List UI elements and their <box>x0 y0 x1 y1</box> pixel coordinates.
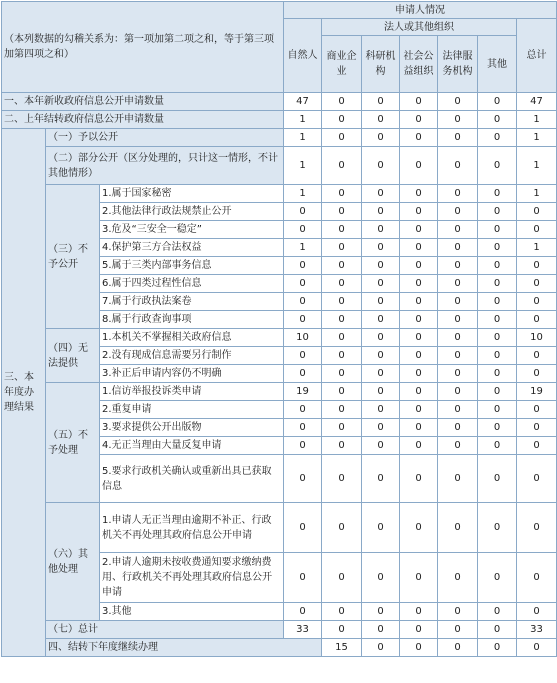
cell-value: 0 <box>322 383 362 401</box>
cell-value: 0 <box>362 129 400 147</box>
cell-value: 0 <box>400 401 438 419</box>
cell-value: 0 <box>438 455 478 503</box>
cell-value: 1 <box>517 147 557 185</box>
section3-label: 三、本年度办理结果 <box>2 129 46 657</box>
cell-value: 0 <box>438 257 478 275</box>
cell-value: 0 <box>517 347 557 365</box>
cell-value: 10 <box>284 329 322 347</box>
row-label: 3.其他 <box>100 603 284 621</box>
cell-value: 0 <box>322 603 362 621</box>
header-applicant: 申请人情况 <box>284 2 557 19</box>
cell-value: 0 <box>517 203 557 221</box>
cell-value: 0 <box>400 239 438 257</box>
sub5-label: （五）不予处理 <box>46 383 100 503</box>
cell-value: 0 <box>438 603 478 621</box>
cell-value: 0 <box>438 365 478 383</box>
cell-value: 0 <box>400 221 438 239</box>
cell-value: 0 <box>438 639 478 657</box>
cell-value: 0 <box>362 437 400 455</box>
cell-value: 1 <box>284 239 322 257</box>
cell-value: 0 <box>478 455 517 503</box>
sub4-label: （四）无法提供 <box>46 329 100 383</box>
cell-value: 0 <box>284 419 322 437</box>
cell-value: 0 <box>478 621 517 639</box>
cell-value: 0 <box>322 365 362 383</box>
cell-value: 0 <box>478 221 517 239</box>
cell-value: 0 <box>322 347 362 365</box>
cell-value: 47 <box>284 93 322 111</box>
cell-value: 0 <box>322 129 362 147</box>
cell-value: 0 <box>400 621 438 639</box>
cell-value: 0 <box>322 239 362 257</box>
cell-value: 0 <box>362 275 400 293</box>
cell-value: 0 <box>438 111 478 129</box>
cell-value: 0 <box>478 311 517 329</box>
cell-value: 0 <box>322 621 362 639</box>
cell-value: 0 <box>400 419 438 437</box>
cell-value: 0 <box>362 329 400 347</box>
row-label: 5.要求行政机关确认或重新出具已获取信息 <box>100 455 284 503</box>
cell-value: 0 <box>517 553 557 603</box>
cell-value: 0 <box>438 221 478 239</box>
cell-value: 0 <box>517 437 557 455</box>
cell-value: 33 <box>284 621 322 639</box>
cell-value: 0 <box>362 311 400 329</box>
cell-value: 0 <box>362 257 400 275</box>
cell-value: 0 <box>438 383 478 401</box>
table-row <box>2 147 557 185</box>
cell-value: 0 <box>517 639 557 657</box>
cell-value: 0 <box>400 639 438 657</box>
cell-value: 0 <box>400 329 438 347</box>
cell-value: 1 <box>284 185 322 203</box>
row-label: 1.属于国家秘密 <box>100 185 284 203</box>
cell-value: 0 <box>284 553 322 603</box>
cell-value: 0 <box>284 257 322 275</box>
cell-value: 0 <box>362 111 400 129</box>
cell-value: 0 <box>284 401 322 419</box>
report-table <box>1 1 557 657</box>
cell-value: 19 <box>284 383 322 401</box>
row-label: 1.信访举报投诉类申请 <box>100 383 284 401</box>
cell-value: 0 <box>322 93 362 111</box>
cell-value: 0 <box>478 639 517 657</box>
cell-value: 0 <box>362 455 400 503</box>
cell-value: 0 <box>322 257 362 275</box>
cell-value: 1 <box>284 129 322 147</box>
cell-value: 0 <box>438 239 478 257</box>
cell-value: 0 <box>478 185 517 203</box>
row-label: 2.重复申请 <box>100 401 284 419</box>
cell-value: 0 <box>438 311 478 329</box>
table-row <box>2 185 557 203</box>
cell-value: 0 <box>400 129 438 147</box>
row-label: （一）予以公开 <box>46 129 284 147</box>
cell-value: 0 <box>322 275 362 293</box>
cell-value: 0 <box>322 185 362 203</box>
cell-value: 19 <box>517 383 557 401</box>
table-row <box>2 129 557 147</box>
table-row <box>2 621 557 639</box>
cell-value: 0 <box>322 147 362 185</box>
cell-value: 0 <box>400 311 438 329</box>
row-label: 5.属于三类内部事务信息 <box>100 257 284 275</box>
cell-value: 0 <box>322 455 362 503</box>
cell-value: 0 <box>284 365 322 383</box>
cell-value: 0 <box>400 185 438 203</box>
cell-value: 0 <box>478 111 517 129</box>
cell-value: 0 <box>362 639 400 657</box>
cell-value: 0 <box>400 603 438 621</box>
table-row <box>2 639 557 657</box>
header-legal-service: 法律服务机构 <box>438 36 478 93</box>
table-row <box>2 329 557 347</box>
header-legal-group: 法人或其他组织 <box>322 19 517 36</box>
cell-value: 0 <box>438 347 478 365</box>
row-label: 2.没有现成信息需要另行制作 <box>100 347 284 365</box>
cell-value: 0 <box>284 221 322 239</box>
cell-value: 0 <box>438 293 478 311</box>
cell-value: 0 <box>362 365 400 383</box>
cell-value: 0 <box>478 383 517 401</box>
cell-value: 0 <box>400 365 438 383</box>
cell-value: 0 <box>400 147 438 185</box>
cell-value: 0 <box>400 275 438 293</box>
cell-value: 0 <box>322 553 362 603</box>
cell-value: 0 <box>362 603 400 621</box>
sub6-label: （六）其他处理 <box>46 503 100 621</box>
header-row-1 <box>2 2 557 19</box>
cell-value: 0 <box>478 293 517 311</box>
cell-value: 0 <box>478 129 517 147</box>
cell-value: 0 <box>362 221 400 239</box>
cell-value: 0 <box>362 419 400 437</box>
cell-value: 0 <box>478 329 517 347</box>
cell-value: 0 <box>362 185 400 203</box>
row-label: 3.危及“三安全一稳定” <box>100 221 284 239</box>
row-label: 一、本年新收政府信息公开申请数量 <box>2 93 284 111</box>
cell-value: 0 <box>362 147 400 185</box>
row-label: 四、结转下年度继续办理 <box>46 639 322 657</box>
cell-value: 0 <box>438 129 478 147</box>
cell-value: 0 <box>400 455 438 503</box>
cell-value: 0 <box>400 111 438 129</box>
cell-value: 0 <box>517 365 557 383</box>
cell-value: 0 <box>438 203 478 221</box>
cell-value: 0 <box>322 419 362 437</box>
cell-value: 0 <box>322 111 362 129</box>
cell-value: 0 <box>362 293 400 311</box>
cell-value: 0 <box>322 401 362 419</box>
cell-value: 0 <box>438 147 478 185</box>
cell-value: 0 <box>438 621 478 639</box>
row-label: 二、上年结转政府信息公开申请数量 <box>2 111 284 129</box>
row-label: 1.申请人无正当理由逾期不补正、行政机关不再处理其政府信息公开申请 <box>100 503 284 553</box>
cell-value: 10 <box>517 329 557 347</box>
cell-value: 0 <box>400 93 438 111</box>
cell-value: 0 <box>322 203 362 221</box>
row-label: 3.要求提供公开出版物 <box>100 419 284 437</box>
cell-value: 1 <box>517 239 557 257</box>
cell-value: 0 <box>284 293 322 311</box>
cell-value: 1 <box>517 129 557 147</box>
cell-value: 0 <box>517 419 557 437</box>
row-label: 4.保护第三方合法权益 <box>100 239 284 257</box>
cell-value: 0 <box>517 257 557 275</box>
cell-value: 0 <box>517 603 557 621</box>
cell-value: 0 <box>478 203 517 221</box>
cell-value: 0 <box>400 383 438 401</box>
cell-value: 0 <box>517 455 557 503</box>
cell-value: 0 <box>284 455 322 503</box>
cell-value: 1 <box>517 111 557 129</box>
cell-value: 0 <box>478 275 517 293</box>
cell-value: 0 <box>362 239 400 257</box>
cell-value: 0 <box>517 221 557 239</box>
cell-value: 0 <box>438 275 478 293</box>
cell-value: 0 <box>438 503 478 553</box>
cell-value: 0 <box>438 329 478 347</box>
cell-value: 0 <box>284 311 322 329</box>
cell-value: 0 <box>400 503 438 553</box>
cell-value: 0 <box>322 311 362 329</box>
row-label: 7.属于行政执法案卷 <box>100 293 284 311</box>
header-research: 科研机构 <box>362 36 400 93</box>
cell-value: 1 <box>284 147 322 185</box>
row-label: 4.无正当理由大量反复申请 <box>100 437 284 455</box>
cell-value: 0 <box>478 147 517 185</box>
cell-value: 0 <box>478 401 517 419</box>
cell-value: 0 <box>478 437 517 455</box>
table-row <box>2 503 557 553</box>
cell-value: 0 <box>400 203 438 221</box>
cell-value: 0 <box>284 437 322 455</box>
row-label: 3.补正后申请内容仍不明确 <box>100 365 284 383</box>
table-row <box>2 383 557 401</box>
row-label: 8.属于行政查询事项 <box>100 311 284 329</box>
cell-value: 0 <box>322 437 362 455</box>
cell-value: 0 <box>438 401 478 419</box>
cell-value: 0 <box>284 203 322 221</box>
header-natural-person: 自然人 <box>284 19 322 93</box>
cell-value: 0 <box>478 347 517 365</box>
table-row <box>2 93 557 111</box>
cell-value: 0 <box>400 347 438 365</box>
row-label: 2.其他法律行政法规禁止公开 <box>100 203 284 221</box>
row-label: （七）总计 <box>46 621 284 639</box>
cell-value: 0 <box>438 437 478 455</box>
header-note: （本列数据的勾稽关系为：第一项加第二项之和，等于第三项加第四项之和） <box>2 2 284 93</box>
cell-value: 0 <box>400 553 438 603</box>
cell-value: 0 <box>517 311 557 329</box>
cell-value: 0 <box>438 185 478 203</box>
header-total: 总计 <box>517 19 557 93</box>
cell-value: 0 <box>517 503 557 553</box>
cell-value: 0 <box>478 503 517 553</box>
cell-value: 0 <box>362 203 400 221</box>
cell-value: 47 <box>517 93 557 111</box>
cell-value: 1 <box>284 111 322 129</box>
row-label: （二）部分公开（区分处理的，只计这一情形，不计其他情形） <box>46 147 284 185</box>
cell-value: 0 <box>322 329 362 347</box>
header-business: 商业企业 <box>322 36 362 93</box>
cell-value: 0 <box>362 347 400 365</box>
row-label: 2.申请人逾期未按收费通知要求缴纳费用、行政机关不再处理其政府信息公开申请 <box>100 553 284 603</box>
table-row <box>2 111 557 129</box>
cell-value: 0 <box>284 347 322 365</box>
cell-value: 0 <box>322 221 362 239</box>
row-label: 1.本机关不掌握相关政府信息 <box>100 329 284 347</box>
cell-value: 0 <box>362 621 400 639</box>
cell-value: 0 <box>362 553 400 603</box>
header-other: 其他 <box>478 36 517 93</box>
cell-value: 15 <box>322 639 362 657</box>
cell-value: 0 <box>438 553 478 603</box>
cell-value: 0 <box>362 503 400 553</box>
cell-value: 0 <box>478 553 517 603</box>
cell-value: 0 <box>362 401 400 419</box>
cell-value: 0 <box>400 257 438 275</box>
cell-value: 0 <box>478 419 517 437</box>
cell-value: 0 <box>284 603 322 621</box>
header-social: 社会公益组织 <box>400 36 438 93</box>
cell-value: 0 <box>517 293 557 311</box>
cell-value: 0 <box>284 503 322 553</box>
cell-value: 0 <box>362 383 400 401</box>
cell-value: 0 <box>400 437 438 455</box>
cell-value: 0 <box>478 603 517 621</box>
report-body <box>2 2 557 657</box>
cell-value: 33 <box>517 621 557 639</box>
cell-value: 0 <box>322 293 362 311</box>
sub3-label: （三）不予公开 <box>46 185 100 329</box>
cell-value: 0 <box>478 239 517 257</box>
cell-value: 0 <box>478 93 517 111</box>
cell-value: 1 <box>517 185 557 203</box>
cell-value: 0 <box>322 503 362 553</box>
cell-value: 0 <box>438 93 478 111</box>
cell-value: 0 <box>284 275 322 293</box>
cell-value: 0 <box>478 257 517 275</box>
row-label: 6.属于四类过程性信息 <box>100 275 284 293</box>
cell-value: 0 <box>400 293 438 311</box>
cell-value: 0 <box>517 275 557 293</box>
cell-value: 0 <box>362 93 400 111</box>
cell-value: 0 <box>517 401 557 419</box>
cell-value: 0 <box>438 419 478 437</box>
cell-value: 0 <box>478 365 517 383</box>
